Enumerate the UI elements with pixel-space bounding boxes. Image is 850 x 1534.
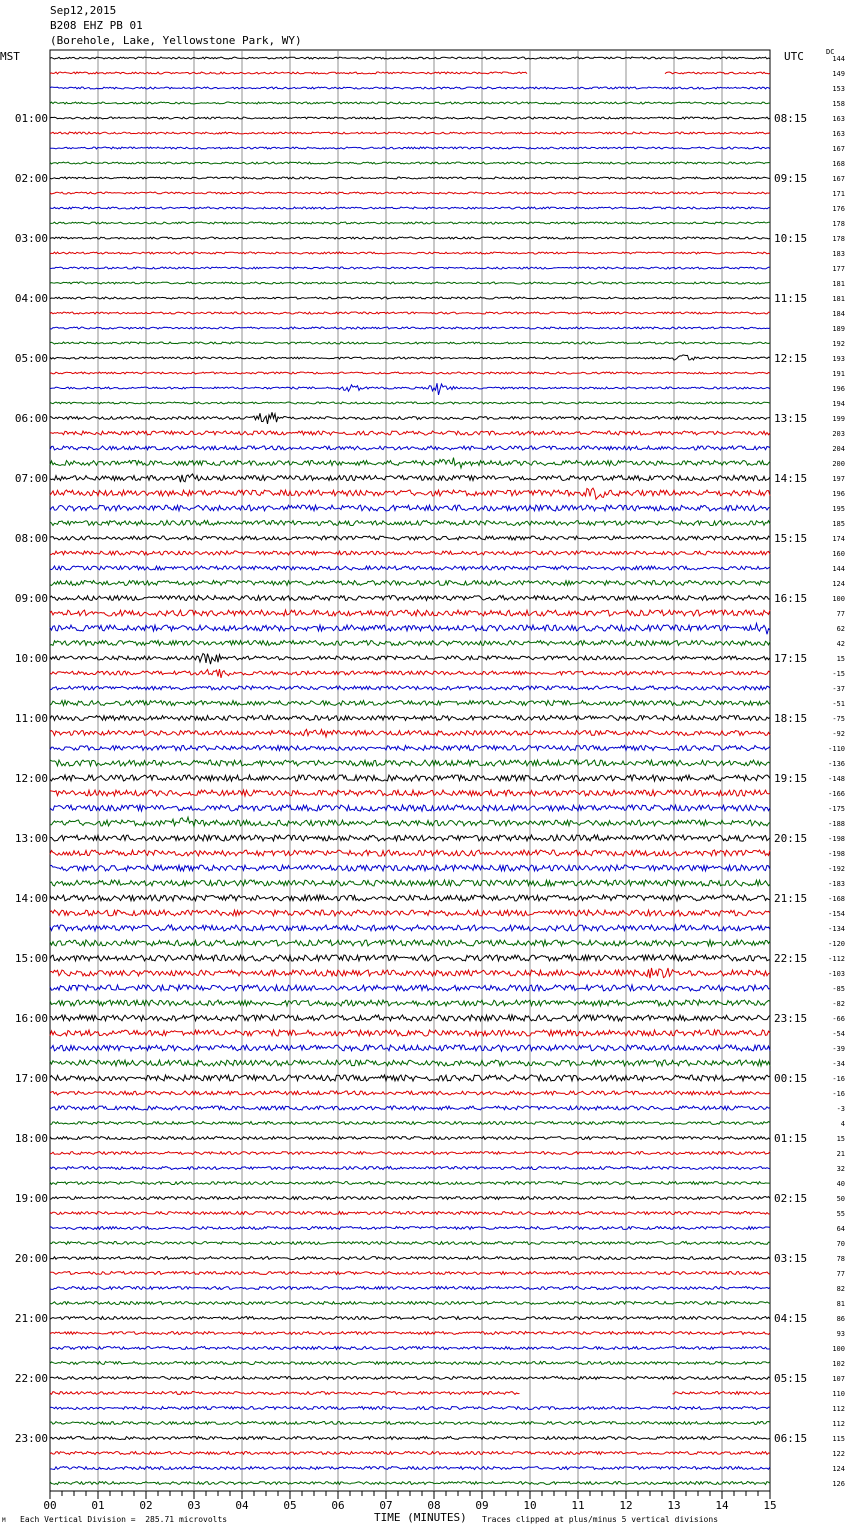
trace-line bbox=[50, 132, 770, 134]
dc-offset-label: -92 bbox=[832, 730, 845, 738]
trace-line bbox=[50, 1075, 770, 1081]
trace-line bbox=[50, 1122, 770, 1125]
dc-offset-label: -39 bbox=[832, 1045, 845, 1053]
trace-line bbox=[50, 446, 770, 450]
dc-offset-label: -66 bbox=[832, 1015, 845, 1023]
left-hour-label: 18:00 bbox=[14, 1132, 48, 1145]
dc-offset-label: 64 bbox=[836, 1225, 845, 1233]
trace-line bbox=[50, 412, 770, 424]
dc-offset-label: 100 bbox=[832, 1345, 845, 1353]
trace-line bbox=[50, 669, 770, 678]
dc-offset-label: -110 bbox=[828, 745, 845, 753]
dc-offset-label: -198 bbox=[828, 835, 845, 843]
dc-offset-label: -198 bbox=[828, 850, 845, 858]
dc-offset-label: 82 bbox=[836, 1285, 845, 1293]
trace-line bbox=[50, 87, 770, 89]
trace-line bbox=[50, 1106, 770, 1110]
trace-line bbox=[50, 355, 770, 360]
right-hour-label: 23:15 bbox=[774, 1012, 808, 1025]
dc-offset-label: 62 bbox=[836, 625, 845, 633]
dc-offset-header: DC bbox=[826, 48, 835, 56]
dc-offset-label: 203 bbox=[832, 430, 845, 438]
trace-line bbox=[50, 1242, 770, 1245]
dc-offset-label: 15 bbox=[836, 1135, 845, 1143]
left-hour-label: 08:00 bbox=[14, 532, 48, 545]
right-hour-label: 21:15 bbox=[774, 892, 808, 905]
trace-line bbox=[50, 1407, 770, 1410]
trace-line bbox=[50, 162, 770, 164]
x-tick-label: 10 bbox=[523, 1499, 537, 1512]
right-hour-label: 10:15 bbox=[774, 232, 808, 245]
dc-offset-label: -166 bbox=[828, 790, 845, 798]
dc-offset-label: 192 bbox=[832, 340, 845, 348]
dc-offset-label: 194 bbox=[832, 400, 845, 408]
right-hour-label: 18:15 bbox=[774, 712, 808, 725]
x-axis-title: TIME (MINUTES) bbox=[374, 1511, 467, 1524]
trace-line bbox=[50, 102, 770, 104]
dc-offset-label: 167 bbox=[832, 145, 845, 153]
trace-line bbox=[50, 1452, 770, 1455]
right-hour-label: 15:15 bbox=[774, 532, 808, 545]
trace-line bbox=[50, 192, 770, 194]
x-tick-label: 08 bbox=[427, 1499, 441, 1512]
right-timezone-label: UTC bbox=[784, 50, 804, 63]
trace-line bbox=[50, 402, 770, 404]
dc-offset-label: -154 bbox=[828, 910, 845, 918]
trace-line bbox=[50, 147, 770, 149]
trace-line bbox=[50, 968, 770, 978]
trace-line bbox=[50, 1392, 770, 1395]
trace-line bbox=[50, 1272, 770, 1275]
trace-line bbox=[50, 267, 770, 269]
left-hour-label: 01:00 bbox=[14, 112, 48, 125]
dc-offset-label: 122 bbox=[832, 1450, 845, 1458]
trace-line bbox=[50, 1347, 770, 1350]
dc-offset-label: 124 bbox=[832, 1465, 845, 1473]
plot-frame bbox=[50, 50, 770, 1491]
right-hour-label: 04:15 bbox=[774, 1312, 808, 1325]
trace-line bbox=[50, 551, 770, 555]
trace-line bbox=[50, 760, 770, 766]
dc-offset-label: -54 bbox=[832, 1030, 845, 1038]
trace-line bbox=[50, 1482, 770, 1485]
left-hour-label: 02:00 bbox=[14, 172, 48, 185]
trace-line bbox=[50, 474, 770, 482]
trace-line bbox=[50, 1045, 770, 1051]
left-hour-label: 13:00 bbox=[14, 832, 48, 845]
dc-offset-label: 21 bbox=[836, 1150, 845, 1158]
clip-note: Traces clipped at plus/minus 5 vertical divisions bbox=[482, 1515, 719, 1524]
dc-offset-label: 183 bbox=[832, 250, 845, 258]
trace-line bbox=[50, 458, 770, 468]
left-hour-label: 16:00 bbox=[14, 1012, 48, 1025]
dc-offset-label: 200 bbox=[832, 460, 845, 468]
trace-line bbox=[50, 654, 770, 665]
dc-offset-label: 158 bbox=[832, 100, 845, 108]
trace-line bbox=[50, 1091, 770, 1095]
trace-line bbox=[50, 327, 770, 329]
right-hour-label: 08:15 bbox=[774, 112, 808, 125]
trace-line bbox=[50, 1167, 770, 1170]
x-tick-label: 12 bbox=[619, 1499, 633, 1512]
dc-offset-label: -134 bbox=[828, 925, 845, 933]
station-code: B208 EHZ PB 01 bbox=[50, 19, 143, 32]
left-hour-label: 07:00 bbox=[14, 472, 48, 485]
left-hour-label: 06:00 bbox=[14, 412, 48, 425]
left-hour-label: 19:00 bbox=[14, 1192, 48, 1205]
left-timezone-label: MST bbox=[0, 50, 20, 63]
right-hour-label: 03:15 bbox=[774, 1252, 808, 1265]
left-hour-label: 20:00 bbox=[14, 1252, 48, 1265]
left-hour-label: 14:00 bbox=[14, 892, 48, 905]
dc-offset-label: 191 bbox=[832, 370, 845, 378]
dc-offset-label: 185 bbox=[832, 520, 845, 528]
trace-line bbox=[50, 1467, 770, 1470]
dc-offset-label: 168 bbox=[832, 160, 845, 168]
dc-offset-label: 196 bbox=[832, 385, 845, 393]
trace-line bbox=[50, 850, 770, 856]
trace-line bbox=[50, 207, 770, 209]
dc-offset-label: 78 bbox=[836, 1255, 845, 1263]
x-tick-label: 14 bbox=[715, 1499, 729, 1512]
trace-line bbox=[50, 431, 770, 435]
trace-line bbox=[50, 372, 770, 374]
left-hour-label: 03:00 bbox=[14, 232, 48, 245]
dc-offset-label: 126 bbox=[832, 1480, 845, 1488]
trace-line bbox=[50, 1317, 770, 1320]
dc-offset-label: 160 bbox=[832, 550, 845, 558]
x-tick-label: 09 bbox=[475, 1499, 489, 1512]
trace-line bbox=[50, 177, 770, 179]
dc-offset-label: 112 bbox=[832, 1420, 845, 1428]
dc-offset-label: 189 bbox=[832, 325, 845, 333]
trace-line bbox=[50, 312, 770, 314]
x-tick-label: 11 bbox=[571, 1499, 585, 1512]
dc-offset-label: -168 bbox=[828, 895, 845, 903]
dc-offset-label: 102 bbox=[832, 1360, 845, 1368]
dc-offset-label: -16 bbox=[832, 1075, 845, 1083]
trace-line bbox=[50, 57, 770, 59]
dc-offset-label: -15 bbox=[832, 670, 845, 678]
dc-offset-label: -75 bbox=[832, 715, 845, 723]
trace-line bbox=[50, 940, 770, 946]
right-hour-label: 20:15 bbox=[774, 832, 808, 845]
recording-date: Sep12,2015 bbox=[50, 4, 117, 17]
trace-line bbox=[50, 686, 770, 690]
vertical-scale-note: Each Vertical Division = 285.71 microvolts bbox=[20, 1515, 228, 1524]
right-hour-label: 02:15 bbox=[774, 1192, 808, 1205]
dc-offset-label: 153 bbox=[832, 85, 845, 93]
trace-line bbox=[50, 623, 770, 634]
trace-line bbox=[50, 985, 770, 991]
right-hour-label: 13:15 bbox=[774, 412, 808, 425]
dc-offset-label: -120 bbox=[828, 940, 845, 948]
trace-line bbox=[50, 1060, 770, 1066]
left-hour-label: 21:00 bbox=[14, 1312, 48, 1325]
dc-offset-label: 110 bbox=[832, 1390, 845, 1398]
dc-offset-label: -175 bbox=[828, 805, 845, 813]
dc-offset-label: 50 bbox=[836, 1195, 845, 1203]
dc-offset-label: 144 bbox=[832, 55, 845, 63]
left-hour-label: 17:00 bbox=[14, 1072, 48, 1085]
corner-mark: M bbox=[2, 1517, 6, 1524]
dc-offset-label: 177 bbox=[832, 265, 845, 273]
trace-line bbox=[50, 895, 770, 901]
trace-line bbox=[50, 1197, 770, 1200]
trace-line bbox=[50, 1257, 770, 1260]
left-hour-label: 09:00 bbox=[14, 592, 48, 605]
left-hour-label: 05:00 bbox=[14, 352, 48, 365]
trace-line bbox=[50, 1332, 770, 1335]
trace-line bbox=[50, 1437, 770, 1440]
right-hour-label: 12:15 bbox=[774, 352, 808, 365]
trace-line bbox=[50, 716, 770, 721]
right-hour-label: 14:15 bbox=[774, 472, 808, 485]
trace-line bbox=[50, 1182, 770, 1185]
dc-offset-label: 181 bbox=[832, 280, 845, 288]
trace-line bbox=[50, 222, 770, 224]
x-tick-label: 15 bbox=[763, 1499, 777, 1512]
dc-offset-label: 178 bbox=[832, 235, 845, 243]
trace-line bbox=[50, 297, 770, 299]
dc-offset-label: -148 bbox=[828, 775, 845, 783]
trace-line bbox=[50, 1000, 770, 1006]
left-hour-label: 11:00 bbox=[14, 712, 48, 725]
x-tick-label: 03 bbox=[187, 1499, 201, 1512]
dc-offset-label: 149 bbox=[832, 70, 845, 78]
dc-offset-label: 77 bbox=[836, 1270, 845, 1278]
trace-line bbox=[50, 610, 770, 616]
trace-line bbox=[50, 1227, 770, 1230]
dc-offset-label: -188 bbox=[828, 820, 845, 828]
x-tick-label: 13 bbox=[667, 1499, 681, 1512]
dc-offset-label: -37 bbox=[832, 685, 845, 693]
trace-line bbox=[50, 865, 770, 871]
trace-line bbox=[50, 641, 770, 646]
left-hour-label: 23:00 bbox=[14, 1432, 48, 1445]
x-tick-label: 06 bbox=[331, 1499, 345, 1512]
x-tick-label: 02 bbox=[139, 1499, 153, 1512]
trace-line bbox=[50, 1137, 770, 1140]
dc-offset-label: 70 bbox=[836, 1240, 845, 1248]
dc-offset-label: 204 bbox=[832, 445, 845, 453]
trace-line bbox=[50, 488, 770, 499]
trace-line bbox=[50, 955, 770, 961]
left-hour-label: 10:00 bbox=[14, 652, 48, 665]
dc-offset-label: 32 bbox=[836, 1165, 845, 1173]
trace-line bbox=[50, 701, 770, 706]
right-hour-label: 19:15 bbox=[774, 772, 808, 785]
trace-line bbox=[50, 342, 770, 344]
dc-offset-label: 77 bbox=[836, 610, 845, 618]
right-hour-label: 17:15 bbox=[774, 652, 808, 665]
dc-offset-label: -3 bbox=[836, 1105, 845, 1113]
dc-offset-label: 171 bbox=[832, 190, 845, 198]
dc-offset-label: 124 bbox=[832, 580, 845, 588]
dc-offset-label: -103 bbox=[828, 970, 845, 978]
right-hour-label: 11:15 bbox=[774, 292, 808, 305]
dc-offset-label: 184 bbox=[832, 310, 845, 318]
station-location: (Borehole, Lake, Yellowstone Park, WY) bbox=[50, 34, 302, 47]
x-tick-label: 07 bbox=[379, 1499, 393, 1512]
dc-offset-label: 197 bbox=[832, 475, 845, 483]
right-hour-label: 00:15 bbox=[774, 1072, 808, 1085]
dc-offset-label: 167 bbox=[832, 175, 845, 183]
dc-offset-label: -34 bbox=[832, 1060, 845, 1068]
trace-line bbox=[50, 252, 770, 254]
right-hour-label: 01:15 bbox=[774, 1132, 808, 1145]
dc-offset-label: 100 bbox=[832, 595, 845, 603]
trace-line bbox=[50, 596, 770, 601]
trace-line bbox=[50, 805, 770, 811]
left-hour-label: 12:00 bbox=[14, 772, 48, 785]
trace-line bbox=[50, 910, 770, 916]
trace-line bbox=[50, 775, 770, 781]
trace-line bbox=[50, 817, 770, 826]
x-tick-label: 00 bbox=[43, 1499, 57, 1512]
trace-line bbox=[50, 581, 770, 586]
dc-offset-label: -85 bbox=[832, 985, 845, 993]
dc-offset-label: -16 bbox=[832, 1090, 845, 1098]
dc-offset-label: 81 bbox=[836, 1300, 845, 1308]
trace-line bbox=[50, 566, 770, 570]
dc-offset-label: 174 bbox=[832, 535, 845, 543]
dc-offset-label: 40 bbox=[836, 1180, 845, 1188]
dc-offset-label: 193 bbox=[832, 355, 845, 363]
dc-offset-label: 15 bbox=[836, 655, 845, 663]
trace-line bbox=[50, 925, 770, 931]
trace-line bbox=[50, 1362, 770, 1365]
dc-offset-label: -136 bbox=[828, 760, 845, 768]
left-hour-label: 04:00 bbox=[14, 292, 48, 305]
trace-line bbox=[50, 746, 770, 751]
trace-line bbox=[50, 521, 770, 526]
trace-line bbox=[50, 790, 770, 796]
trace-line bbox=[50, 880, 770, 886]
trace-line bbox=[50, 1030, 770, 1036]
trace-line bbox=[50, 1377, 770, 1380]
dc-offset-label: 144 bbox=[832, 565, 845, 573]
right-hour-label: 06:15 bbox=[774, 1432, 808, 1445]
dc-offset-label: 178 bbox=[832, 220, 845, 228]
x-tick-label: 01 bbox=[91, 1499, 105, 1512]
trace-line bbox=[50, 505, 770, 511]
trace-line bbox=[50, 1422, 770, 1425]
dc-offset-label: 195 bbox=[832, 505, 845, 513]
right-hour-label: 09:15 bbox=[774, 172, 808, 185]
left-hour-label: 15:00 bbox=[14, 952, 48, 965]
dc-offset-label: 93 bbox=[836, 1330, 845, 1338]
dc-offset-label: 176 bbox=[832, 205, 845, 213]
trace-line bbox=[50, 1287, 770, 1290]
dc-offset-label: 115 bbox=[832, 1435, 845, 1443]
dc-offset-label: 4 bbox=[840, 1120, 845, 1128]
trace-line bbox=[50, 1152, 770, 1155]
dc-offset-label: 181 bbox=[832, 295, 845, 303]
trace-line bbox=[50, 1302, 770, 1305]
dc-offset-label: -51 bbox=[832, 700, 845, 708]
dc-offset-label: 107 bbox=[832, 1375, 845, 1383]
trace-line bbox=[50, 729, 770, 737]
dc-offset-label: -112 bbox=[828, 955, 845, 963]
right-hour-label: 22:15 bbox=[774, 952, 808, 965]
right-hour-label: 05:15 bbox=[774, 1372, 808, 1385]
trace-line bbox=[50, 72, 770, 74]
dc-offset-label: 163 bbox=[832, 115, 845, 123]
trace-line bbox=[50, 282, 770, 284]
trace-line bbox=[50, 237, 770, 239]
left-hour-label: 22:00 bbox=[14, 1372, 48, 1385]
trace-line bbox=[50, 383, 770, 395]
dc-offset-label: -192 bbox=[828, 865, 845, 873]
dc-offset-label: -82 bbox=[832, 1000, 845, 1008]
trace-line bbox=[50, 117, 770, 119]
trace-line bbox=[50, 536, 770, 540]
trace-line bbox=[50, 835, 770, 841]
right-hour-label: 16:15 bbox=[774, 592, 808, 605]
dc-offset-label: 199 bbox=[832, 415, 845, 423]
dc-offset-label: 196 bbox=[832, 490, 845, 498]
dc-offset-label: 163 bbox=[832, 130, 845, 138]
x-tick-label: 05 bbox=[283, 1499, 297, 1512]
x-tick-label: 04 bbox=[235, 1499, 249, 1512]
dc-offset-label: 55 bbox=[836, 1210, 845, 1218]
dc-offset-label: 112 bbox=[832, 1405, 845, 1413]
trace-line bbox=[50, 1015, 770, 1021]
dc-offset-label: 86 bbox=[836, 1315, 845, 1323]
dc-offset-label: 42 bbox=[836, 640, 845, 648]
trace-line bbox=[50, 1212, 770, 1215]
dc-offset-label: -183 bbox=[828, 880, 845, 888]
